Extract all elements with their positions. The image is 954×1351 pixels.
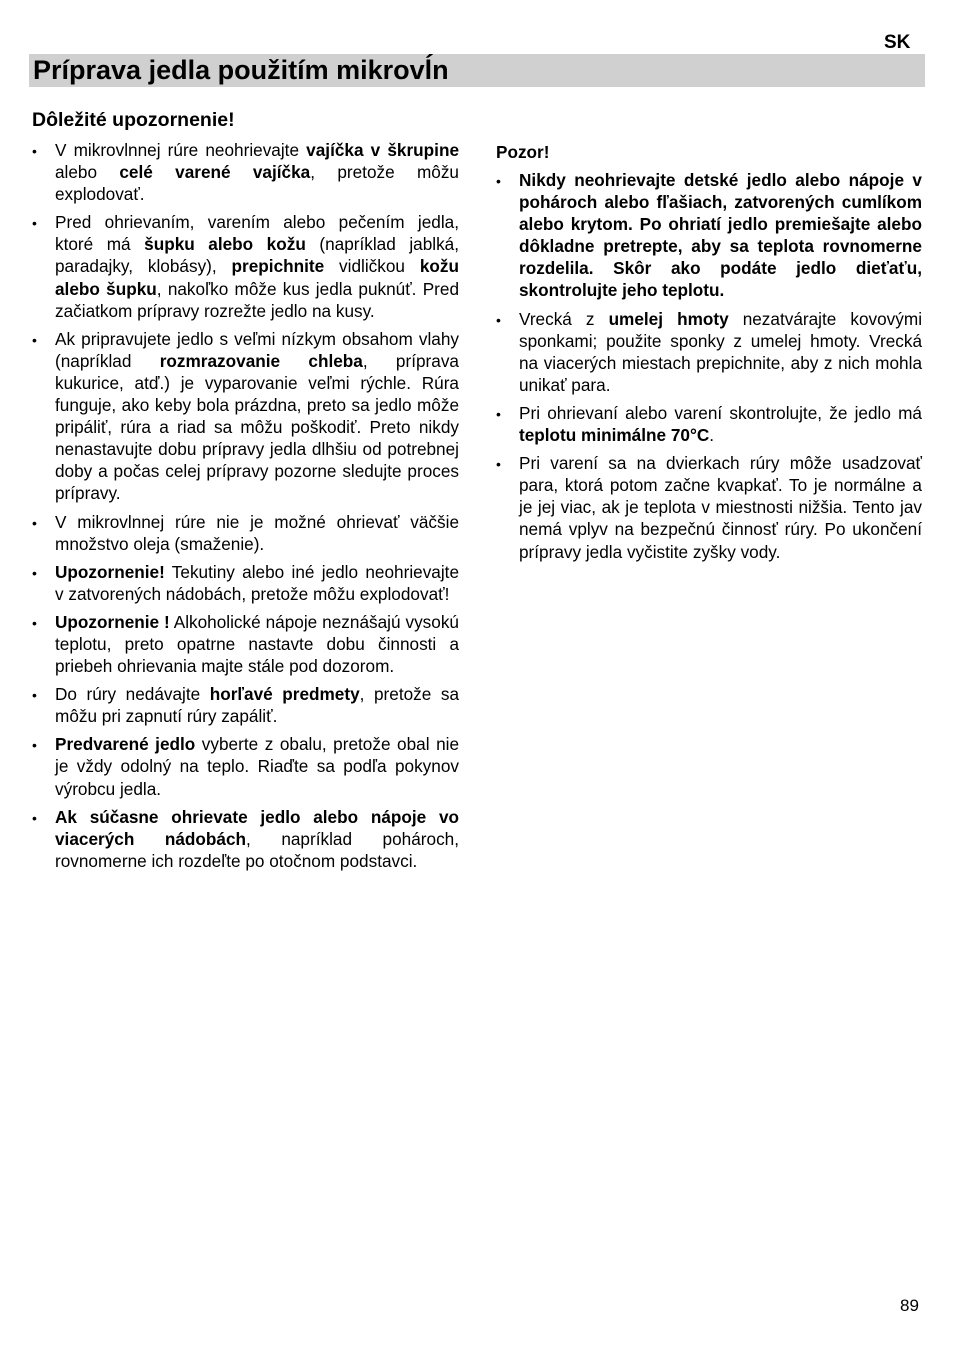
bold-text: Nikdy neohrievajte detské jedlo alebo nápoje v pohároch alebo fľašiach, zatvorených cumlíkom alebo krytom. Po ohriatí jedlo premiešajte alebo dôkladne pretrepte, aby sa teplota rovnomerne rozdelila. Skôr ako podáte jedlo dieťaťu, skontrolujte jeho teplotu.	[519, 170, 922, 301]
text-run: V mikrovlnnej rúre neohrievajte	[55, 140, 307, 160]
bullet-icon	[496, 308, 512, 331]
left-column	[32, 108, 459, 878]
text-run: Ak pripravujete jedlo s veľmi nízkym obsahom vlahy (napríklad	[55, 328, 459, 371]
list-item-text	[55, 561, 459, 605]
bullet-icon	[32, 211, 48, 234]
bullet-icon	[32, 561, 48, 584]
page-number: 89	[900, 1296, 919, 1315]
caution-heading: Pozor!	[496, 142, 550, 162]
bold-text: Upozornenie!	[55, 561, 165, 582]
text-run: Pred ohrievaním, varením alebo pečením jedla, ktoré má	[55, 212, 459, 255]
text-run: Alkoholické nápoje neznášajú vysokú teplotu, preto opatrne nastavte dobu činnosti a priebeh ohrievania majte stále pod dozorom.	[55, 611, 459, 677]
title-bar	[29, 54, 925, 87]
section-heading: Dôležité upozornenie!	[32, 109, 235, 131]
list-item	[32, 328, 459, 505]
list-item-text	[55, 683, 459, 727]
page-title: Príprava jedla použitím mikrovĺn	[33, 55, 449, 85]
bullet-icon	[32, 328, 48, 351]
right-column	[496, 141, 922, 569]
list-item-text	[55, 511, 459, 555]
bullet-icon	[496, 452, 512, 475]
list-item-text	[55, 806, 459, 872]
text-run: vyberte z obalu, pretože obal nie je vždy odolný na teplo. Riaďte sa podľa pokynov výrobcu jedla.	[55, 734, 460, 799]
bold-text: prepichnite	[231, 256, 325, 277]
bullet-icon	[32, 511, 48, 534]
bold-text: celé varené vajíčka	[119, 162, 311, 183]
bold-text: rozmrazovanie chleba	[159, 350, 363, 371]
list-item	[32, 683, 459, 727]
list-item-text	[55, 211, 459, 321]
bold-text: Upozornenie !	[55, 611, 170, 632]
text-run: alebo	[55, 162, 120, 183]
bold-text: Predvarené jedlo	[55, 734, 196, 755]
list-item	[32, 511, 459, 555]
list-item	[32, 139, 459, 205]
list-item-text	[55, 328, 459, 505]
bullet-icon	[32, 611, 48, 634]
text-run: (napríklad jablká, paradajky, klobásy),	[55, 234, 459, 277]
list-item-text	[519, 169, 922, 302]
text-run: Pri varení sa na dvierkach rúry môže usadzovať para, ktorá potom začne kvapkať. To je normálne a je jej viac, ak je teplota v miestnosti nižšia. Tento jav nemá vplyv na bezpečnú činnosť rúry. Po ukončení prípravy jedla vyčistite zyšky vody.	[519, 453, 922, 562]
text-run: nezatvárajte kovovými sponkami; použite sponky z umelej hmoty. Vrecká na viacerých miestach prepichnite, aby z nich mohla unikať para.	[519, 308, 923, 395]
list-item	[32, 211, 459, 321]
bold-text: vajíčka v škrupine	[306, 140, 459, 160]
text-run: Vrecká z	[519, 308, 609, 329]
text-run: Pri ohrievaní alebo varení skontrolujte, že jedlo má	[519, 402, 922, 423]
list-item-text	[55, 611, 459, 677]
list-item	[496, 308, 922, 396]
text-run: Tekutiny alebo iné jedlo neohrievajte v zatvorených nádobách, pretože môžu explodovať!	[55, 561, 459, 604]
bold-text: šupku alebo kožu	[144, 234, 306, 255]
bold-text: horľavé predmety	[209, 684, 360, 705]
bullet-icon	[32, 806, 48, 829]
bold-text: Ak súčasne ohrievate jedlo alebo nápoje vo viacerých nádobách	[55, 806, 459, 849]
bullet-icon	[496, 169, 512, 192]
text-run: V mikrovlnnej rúre nie je možné ohrievať väčšie množstvo oleja (smaženie).	[55, 511, 459, 554]
text-run: , príprava kukurice, atď.) je vyparovanie veľmi rýchle. Rúra funguje, ako keby bola prázdna, preto sa jedlo môže pripáliť, rúra a riad sa môžu poškodiť. Preto nikdy nenastavujte dobu prípravy jedla dlhšiu od potrebnej doby a počas celej prípravy pozorne sledujte proces prípravy.	[55, 350, 459, 504]
list-item	[32, 611, 459, 677]
list-item-text	[55, 733, 459, 799]
warning-list	[32, 139, 459, 872]
bullet-icon	[496, 402, 512, 425]
bullet-icon	[32, 683, 48, 706]
text-run: .	[709, 425, 715, 446]
caution-list	[496, 169, 922, 563]
list-item-text	[519, 452, 922, 562]
list-item-text	[519, 308, 922, 396]
list-item	[496, 169, 922, 302]
bullet-icon	[32, 733, 48, 756]
list-item	[32, 733, 459, 799]
bold-text: teplotu minimálne 70°C	[519, 425, 710, 446]
list-item	[32, 806, 459, 872]
list-item-text	[519, 402, 922, 446]
list-item	[32, 561, 459, 605]
list-item	[496, 402, 922, 446]
list-item	[496, 452, 922, 562]
text-run: vidličkou	[324, 256, 420, 277]
text-run: , pretože sa môžu pri zapnutí rúry zapáliť.	[55, 684, 459, 727]
text-run: , napríklad pohároch, rovnomerne ich rozdeľte po otočnom podstavci.	[55, 828, 459, 871]
text-run: , pretože môžu explodovať.	[55, 162, 459, 205]
bullet-icon	[32, 139, 48, 162]
text-run: Do rúry nedávajte	[55, 684, 210, 705]
bold-text: umelej hmoty	[608, 308, 729, 329]
language-code: SK	[884, 32, 911, 53]
bold-text: kožu alebo šupku	[55, 256, 459, 299]
list-item-text	[55, 139, 459, 205]
text-run: , nakoľko môže kus jedla puknúť. Pred začiatkom prípravy rozrežte jedlo na kusy.	[55, 278, 460, 321]
